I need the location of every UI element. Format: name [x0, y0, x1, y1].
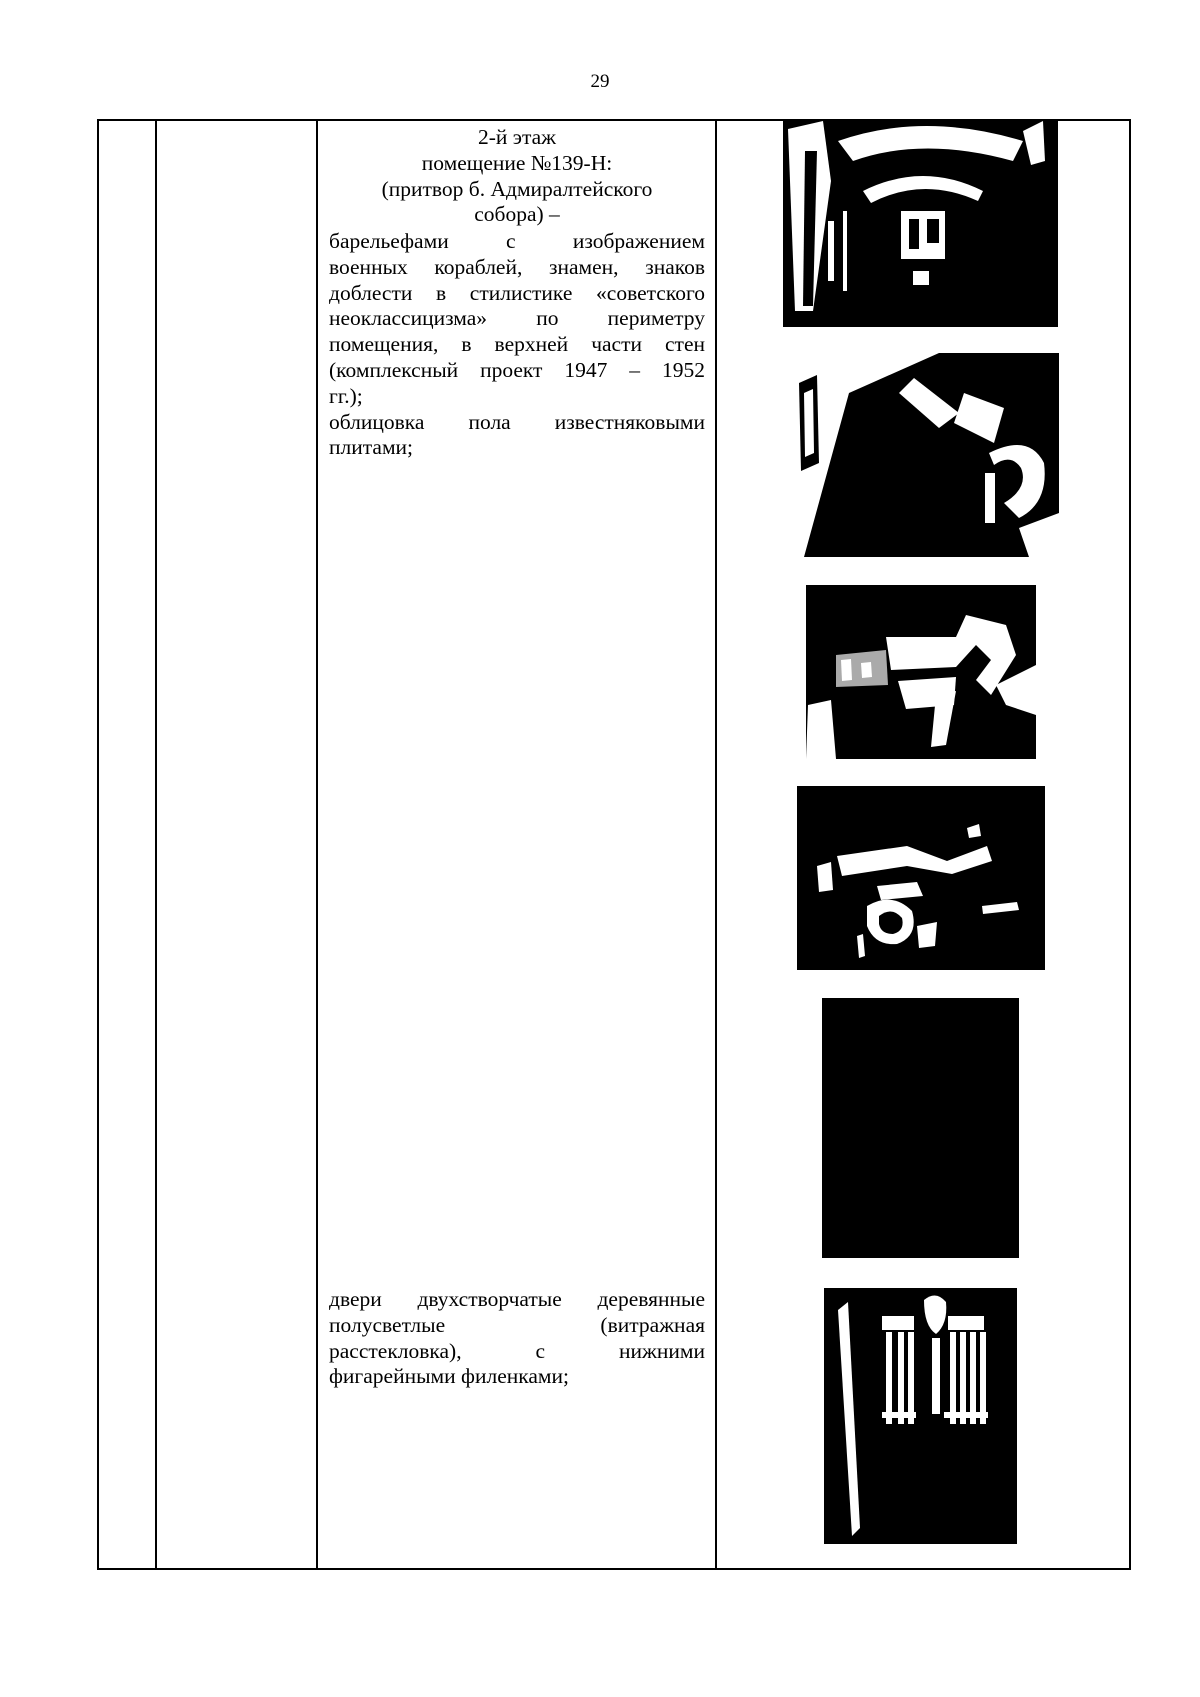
photo-ceiling-vault [783, 121, 1058, 327]
doors-line: полусветлые (витражная [329, 1312, 705, 1337]
page-number: 29 [590, 71, 610, 92]
monument-subject-table [97, 119, 1131, 1570]
doors-text [329, 1287, 705, 1390]
photo-relief-detail-1 [806, 585, 1036, 759]
room-heading [329, 125, 705, 228]
room-note-line: собора) – [474, 202, 560, 227]
bas-reliefs-line: доблести в стилистике «советского [329, 280, 705, 305]
table-row [98, 120, 1130, 1569]
photo-relief-detail-2 [797, 786, 1045, 970]
room-label: помещение №139-Н: [421, 150, 613, 175]
floor-cladding-line: плитами; [329, 435, 414, 460]
bas-reliefs-line: барельефами с изображением [329, 229, 705, 253]
photo-cell [716, 120, 1130, 1569]
doors-line: расстекловка), с нижними [329, 1338, 705, 1363]
floor-label: 2-й этаж [477, 125, 557, 149]
doors-line: фигарейными филенками; [329, 1364, 569, 1389]
photo-dark-panel [822, 998, 1019, 1258]
bas-reliefs-and-floor-text [329, 229, 705, 461]
photo-double-door [824, 1288, 1017, 1544]
bas-reliefs-line: неоклассицизма» по периметру [329, 306, 705, 331]
address-cell [156, 120, 317, 1569]
index-cell [98, 120, 156, 1569]
floor-cladding-line: облицовка пола известняковыми [329, 409, 705, 434]
bas-reliefs-line: гг.); [329, 383, 363, 408]
room-note-line: (притвор б. Адмиралтейского [381, 176, 653, 201]
photo-bas-relief-corner [789, 353, 1059, 557]
bas-reliefs-line: (комплексный проект 1947 – 1952 [329, 357, 705, 382]
doors-line: двери двухстворчатые деревянные [329, 1287, 705, 1311]
bas-reliefs-line: помещения, в верхней части стен [329, 332, 705, 357]
description-cell [317, 120, 716, 1569]
bas-reliefs-line: военных кораблей, знамен, знаков [329, 254, 705, 279]
